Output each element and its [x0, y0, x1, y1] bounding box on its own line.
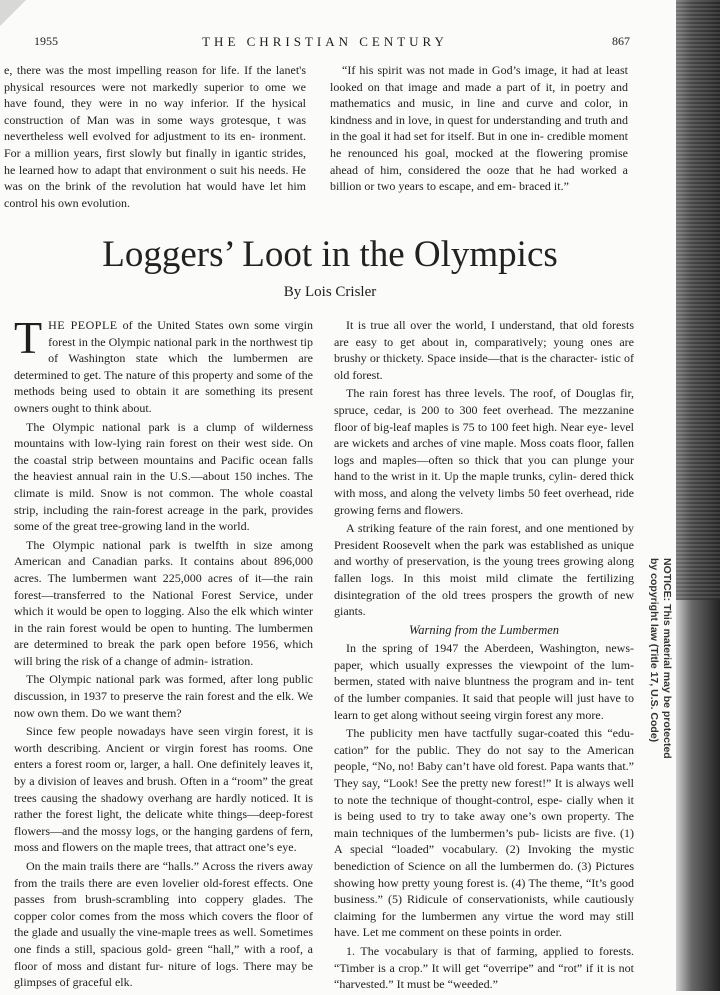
article-paragraph: A striking feature of the rain forest, and one mentioned by President Roosevelt when the park was established as unique and worthy of preservation, is the young trees growing along fallen logs. In this moist mild climate the fertilizing disintegration of the old trees prospers the growth of new giants.	[334, 521, 634, 619]
article-title: Loggers’ Loot in the Olympics	[102, 234, 558, 275]
page-number: 867	[612, 34, 630, 48]
section-subhead: Warning from the Lumbermen	[408, 622, 560, 637]
previous-article-left-column	[4, 62, 306, 213]
article-paragraph: It is true all over the world, I understand, that old forests are easy to get about in, comparatively; young ones are brushy or thickety. Space inside—that is the character- istic of old forest.	[334, 318, 634, 382]
article-paragraph: The publicity men have tactfully sugar-coated this “edu- cation” for the public. They do not say to the American people, “No, no! Baby can’t have old forest. Papa wants that.” They say, “Look! See the pretty new forest!” It is always well to note the technique of thought-control, espe- cially when it is being used to try to take away one’s own property. The main techniques of the lumbermen’s pub- licists are five. (1) A special “loaded” vocabulary. (2) Invoking the mystic benediction of Science on all the lumbermen do. (3) Pictures showing how pretty young forest is. (4) The theme, “It’s good business.” (5) Ridicule of conservationists, while cautiously claiming for the lumbermen any virtue the word may still have. Let me comment on these points in order.	[334, 726, 634, 940]
masthead: THE CHRISTIAN CENTURY	[202, 34, 448, 49]
running-header	[20, 34, 630, 52]
issue-date: 1955	[34, 34, 58, 48]
article-paragraph: The Olympic national park is twelfth in size among American and Canadian parks. It contains about 896,000 acres. The lumbermen want 225,000 acres of it—the rain forest—transferred to the National Forest Service, under which it would be open to logging. Also the elk which winter in the rain forest would be open to hunting. The lumbermen are determined to break the park open before 1956, which will bring the risk of a change of admin- istration.	[14, 537, 313, 668]
previous-article-right-column	[330, 62, 628, 197]
previous-article-quote: “If his spirit was not made in God’s image, it had at least looked on that image and made a part of it, in poetry and mathematics and music, in line and curve and color, in kindness and in love, in quest for understanding and truth and in the goal it had set for itself. But in one in- credible moment he renounced his goal, mocked at the flowering promise ahead of him, considered the ooze that he had worked a billion or two years to escape, and em- braced it.”	[330, 63, 628, 194]
article-paragraph: Since few people nowadays have seen virgin forest, it is worth describing. Ancient or virgin forest has rooms. One enters a forest room or, larger, a hall. One definitely leaves it, by a division of leaves and brush. Often in a “room” the great trees causing the shadowy overhang are hardly noticed. It is rather the forest light, the delicate white things—deep-forest flowers—and the mossy logs, or the hanging gardens of fern, moss and flowers on the maple trees, that attract one’s eye.	[14, 724, 313, 855]
drop-cap: T	[14, 312, 43, 363]
article-paragraph: The Olympic national park is a clump of wilderness mountains with low-lying rain forest on their west side. On the coastal strip between mountains and Pacific ocean falls the heaviest annual rain in the U.S.—about 150 inches. The climate is mild. Snow is not common. The whole coastal strip, including the rain-forest acreage in the park, provides some of the great tree-growing land in the world.	[14, 419, 313, 534]
notice-line-2: by copyright law (Title 17, U.S. Code)	[648, 558, 660, 743]
notice-line-1: NOTICE: This material may be protected	[661, 558, 673, 759]
article-paragraph: On the main trails there are “halls.” Across the rivers away from the trails there are even lovelier old-forest effects. One passes from brush-scrambling into coppery glades. The copper color comes from the moss which covers the floor of the glade and usually the vine-maple trees as well. Sometimes one finds a still, spacious gold- green “hall,” with a roof, a floor of moss and distant fur- niture of logs. There may be glimpses of graceful elk.	[14, 859, 313, 990]
folded-corner	[0, 0, 26, 26]
article-paragraph	[14, 312, 313, 417]
article-paragraph: The Olympic national park was formed, after long public discussion, in 1937 to preserve the rain forest and the elk. We now own them. Do we want them?	[14, 672, 313, 720]
copyright-notice-text	[647, 558, 673, 888]
article-paragraph: The rain forest has three levels. The roof, of Douglas fir, spruce, cedar, is 200 to 300 feet overhead. The mezzanine floor of big-leaf maples is 75 to 100 feet high. Near eye- level are wickets and arches of vine maple. Moss coats floor, fallen logs and maples—often so thick that you can plunge your hand to the wrist in it. Up the maple trunks, cylin- dered thick with moss, and along the velvety limbs 50 feet overhead, ride growing ferns and flowers.	[334, 386, 634, 517]
lead-caps: HE PEOPLE	[48, 318, 118, 332]
lead-text: of the United States own some virgin forest in the Olympic national park in the northwest tip of Washington state which the lumbermen are determined to get. The nature of this property and some of the methods being used to obtain it are something its present owners ought to think about.	[14, 318, 313, 415]
previous-article-text: e, there was the most impelling reason for life. If the lanet's physical resources were not markedly superior to ome we have found, they were in no way inferior. If the hysical construction of Man was in some ways grotesque, t was nevertheless well evolved for adjustment to its en- ironment. For a million years, first slowly but finally in igantic strides, he learned how to adapt that environment o suit his needs. He was on the brink of the revolution hat would have let him control his own evolution.	[4, 63, 306, 210]
article-paragraph: 1. The vocabulary is that of farming, applied to forests. “Timber is a crop.” It will get “overripe” and “rot” if it is not “harvested.” It must be “weeded.”	[334, 943, 634, 992]
copyright-notice-stamp	[645, 560, 675, 880]
article-right-column	[334, 317, 634, 995]
article-left-column	[14, 312, 313, 993]
article-byline: By Lois Crisler	[283, 284, 377, 300]
page-stack-edge	[676, 0, 720, 600]
article-paragraph: In the spring of 1947 the Aberdeen, Washington, news- paper, which usually expresses the viewpoint of the lum- bermen, stated with naive bluntness the program and in- tent of the lumber companies. It said that people will just have to learn to get along without seeing virgin forest any more.	[334, 641, 634, 722]
